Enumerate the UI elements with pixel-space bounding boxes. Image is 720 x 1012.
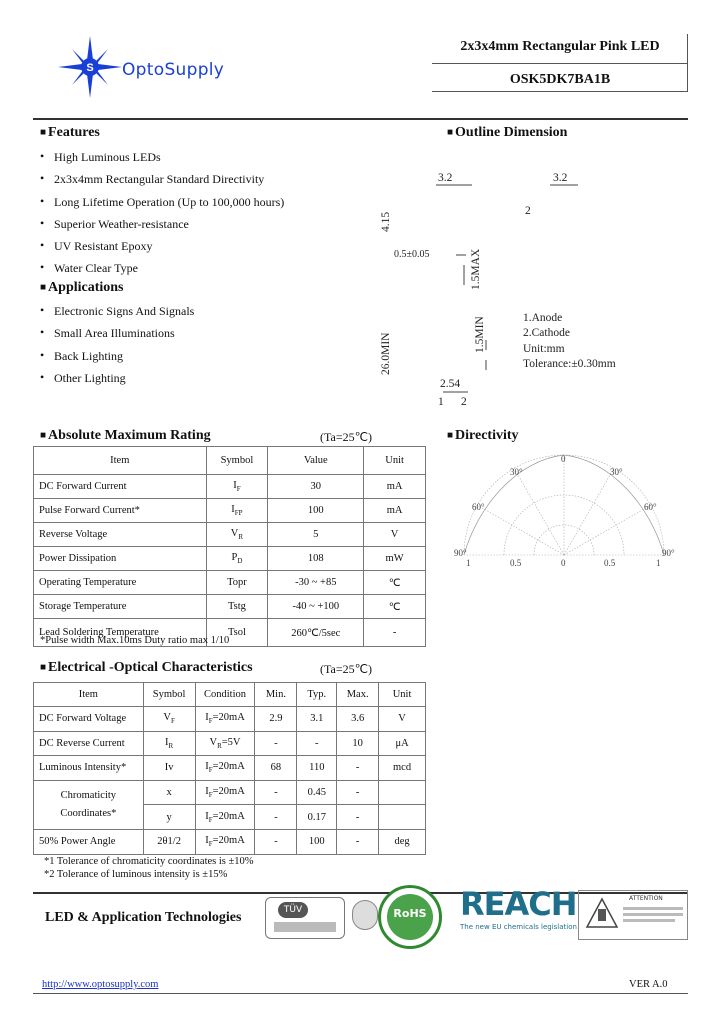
dim-lead-thickness: 0.5±0.05 bbox=[394, 249, 430, 260]
col-header: Condition bbox=[195, 683, 255, 707]
cell-unit: mA bbox=[364, 475, 426, 499]
cell-item: Luminous Intensity* bbox=[34, 756, 144, 781]
cell-unit: V bbox=[379, 707, 426, 732]
cell-typ: 100 bbox=[297, 829, 337, 854]
header-divider bbox=[33, 118, 688, 120]
list-item: • 2x3x4mm Rectangular Standard Directivity bbox=[40, 172, 284, 194]
angle-label: 0 bbox=[561, 454, 566, 464]
col-header: Item bbox=[34, 683, 144, 707]
list-item: • Superior Weather-resistance bbox=[40, 217, 284, 239]
col-header: Symbol bbox=[206, 447, 268, 475]
cell-unit: ℃ bbox=[364, 571, 426, 595]
table-row bbox=[34, 707, 426, 732]
list-item: • Back Lighting bbox=[40, 349, 194, 371]
cell-condition: $I_F=20mA$ bbox=[195, 780, 255, 805]
cell-item: Storage Temperature bbox=[34, 595, 207, 619]
amr-footnote: *Pulse width Max.10ms Duty ratio max 1/10 bbox=[40, 635, 230, 646]
angle-label: 30° bbox=[610, 467, 623, 477]
table-row bbox=[34, 571, 426, 595]
cell-max: 3.6 bbox=[337, 707, 379, 732]
angle-label: 90° bbox=[454, 548, 467, 558]
tuv-certification-icon: TÜV bbox=[265, 897, 345, 939]
cell-min: 2.9 bbox=[255, 707, 297, 732]
cell-min: - bbox=[255, 829, 297, 854]
cell-symbol: x bbox=[143, 780, 195, 805]
cell-unit: - bbox=[364, 619, 426, 647]
list-item: • High Luminous LEDs bbox=[40, 150, 284, 172]
table-header-row bbox=[34, 447, 426, 475]
cell-item: Lead Soldering Temperature bbox=[34, 619, 207, 647]
version-label: VER A.0 bbox=[629, 979, 668, 990]
cell-typ: 110 bbox=[297, 756, 337, 781]
list-item: • UV Resistant Epoxy bbox=[40, 239, 284, 261]
cell-unit: V bbox=[364, 523, 426, 547]
legend-cathode: 2.Cathode bbox=[523, 327, 570, 339]
cell-unit: mW bbox=[364, 547, 426, 571]
footer-title: LED & Application Technologies bbox=[45, 910, 242, 925]
cell-value: 108 bbox=[268, 547, 364, 571]
table-row bbox=[34, 731, 426, 756]
scale-label: 0.5 bbox=[604, 558, 616, 568]
cell-item: Pulse Forward Current* bbox=[34, 499, 207, 523]
table-row bbox=[34, 829, 426, 854]
cell-item: DC Reverse Current bbox=[34, 731, 144, 756]
list-item: • Small Area Illuminations bbox=[40, 326, 194, 348]
col-header: Typ. bbox=[297, 683, 337, 707]
angle-label: 60° bbox=[644, 502, 657, 512]
applications-heading: ■ Applications bbox=[40, 280, 124, 296]
eoc-table bbox=[33, 682, 426, 855]
cell-max: 10 bbox=[337, 731, 379, 756]
table-row bbox=[34, 499, 426, 523]
cell-unit bbox=[379, 780, 426, 805]
cell-unit: deg bbox=[379, 829, 426, 854]
pin-2-label: 2 bbox=[461, 396, 467, 408]
cell-typ: 0.45 bbox=[297, 780, 337, 805]
col-header: Min. bbox=[255, 683, 297, 707]
cell-symbol: $V_F$ bbox=[143, 707, 195, 732]
cell-max: - bbox=[337, 756, 379, 781]
dim-lead-min: 1.5MIN bbox=[474, 316, 486, 353]
cell-item: Chromaticity Coordinates* bbox=[34, 780, 144, 829]
eoc-heading: ■ Electrical -Optical Characteristics bbox=[40, 660, 253, 676]
cell-symbol: Tstg bbox=[206, 595, 268, 619]
table-row bbox=[34, 523, 426, 547]
cell-item: Power Dissipation bbox=[34, 547, 207, 571]
cell-symbol: 2θ1/2 bbox=[143, 829, 195, 854]
cell-min: 68 bbox=[255, 756, 297, 781]
cell-item: Reverse Voltage bbox=[34, 523, 207, 547]
legend-unit: Unit:mm bbox=[523, 343, 565, 355]
dim-body-height: 4.15 bbox=[380, 211, 392, 232]
outline-lines-icon bbox=[378, 160, 688, 420]
table-row bbox=[34, 780, 426, 805]
cell-max: - bbox=[337, 829, 379, 854]
cell-symbol: Iv bbox=[143, 756, 195, 781]
directivity-heading: ■ Directivity bbox=[447, 428, 519, 444]
cell-item: DC Forward Current bbox=[34, 475, 207, 499]
cell-symbol: $I_F$ bbox=[206, 475, 268, 499]
cell-condition: $I_F=20mA$ bbox=[195, 829, 255, 854]
col-header: Unit bbox=[379, 683, 426, 707]
list-item: • Long Lifetime Operation (Up to 100,000 hours) bbox=[40, 195, 284, 217]
cell-symbol: $I_R$ bbox=[143, 731, 195, 756]
legend-tolerance: Tolerance:±0.30mm bbox=[523, 358, 616, 370]
cell-min: - bbox=[255, 780, 297, 805]
cell-symbol: Tsol bbox=[206, 619, 268, 647]
cell-value: 260℃/5sec bbox=[268, 619, 364, 647]
cell-max: - bbox=[337, 805, 379, 830]
brand-name: OptoSupply bbox=[122, 60, 225, 80]
angle-label: 90° bbox=[662, 548, 675, 558]
scale-label: 0.5 bbox=[510, 558, 522, 568]
cell-condition: $I_F=20mA$ bbox=[195, 707, 255, 732]
eoc-footnote-1: *1 Tolerance of chromaticity coordinates is ±10% bbox=[44, 856, 254, 867]
cell-typ: 3.1 bbox=[297, 707, 337, 732]
table-row bbox=[34, 756, 426, 781]
cell-symbol: $V_R$ bbox=[206, 523, 268, 547]
scale-label: 0 bbox=[561, 558, 566, 568]
dim-pitch: 2.54 bbox=[440, 378, 461, 390]
table-header-row bbox=[34, 683, 426, 707]
pin-1-label: 1 bbox=[438, 396, 444, 408]
eoc-footnote-2: *2 Tolerance of luminous intensity is ±15% bbox=[44, 869, 228, 880]
list-item: • Electronic Signs And Signals bbox=[40, 304, 194, 326]
angle-label: 30° bbox=[510, 467, 523, 477]
part-number: OSK5DK7BA1B bbox=[509, 72, 611, 87]
col-header: Symbol bbox=[143, 683, 195, 707]
cell-condition: $V_R=5V$ bbox=[195, 731, 255, 756]
dim-width-b: 3.2 bbox=[553, 172, 568, 184]
table-row bbox=[34, 595, 426, 619]
cell-value: -40 ~ +100 bbox=[268, 595, 364, 619]
features-heading: ■ Features bbox=[40, 125, 100, 141]
amr-heading: ■ Absolute Maximum Rating bbox=[40, 428, 211, 444]
website-link[interactable]: http://www.optosupply.com bbox=[42, 979, 159, 990]
dim-flange: 1.5MAX bbox=[470, 248, 482, 290]
table-row bbox=[34, 547, 426, 571]
col-header: Max. bbox=[337, 683, 379, 707]
cell-value: 100 bbox=[268, 499, 364, 523]
cell-item: DC Forward Voltage bbox=[34, 707, 144, 732]
cell-min: - bbox=[255, 805, 297, 830]
cell-unit: mA bbox=[364, 499, 426, 523]
features-list bbox=[40, 150, 284, 284]
amr-table bbox=[33, 446, 426, 647]
outline-heading: ■ Outline Dimension bbox=[447, 125, 567, 141]
cell-value: 30 bbox=[268, 475, 364, 499]
eoc-condition: (Ta=25℃) bbox=[320, 662, 373, 676]
medal-badge-icon bbox=[352, 900, 378, 930]
col-header: Item bbox=[34, 447, 207, 475]
cell-unit: μA bbox=[379, 731, 426, 756]
cell-condition: $I_F=20mA$ bbox=[195, 805, 255, 830]
cell-unit bbox=[379, 805, 426, 830]
esd-attention-icon: ATTENTION bbox=[578, 890, 688, 940]
scale-label: 1 bbox=[656, 558, 661, 568]
title-box-divider bbox=[432, 63, 688, 64]
cell-unit: mcd bbox=[379, 756, 426, 781]
cell-symbol: Topr bbox=[206, 571, 268, 595]
applications-list bbox=[40, 304, 194, 393]
col-header: Unit bbox=[364, 447, 426, 475]
cell-item: Operating Temperature bbox=[34, 571, 207, 595]
dim-lead-length: 26.0MIN bbox=[380, 332, 392, 375]
dim-depth: 2 bbox=[525, 205, 531, 217]
col-header: Value bbox=[268, 447, 364, 475]
cell-symbol: $P_D$ bbox=[206, 547, 268, 571]
svg-text:S: S bbox=[86, 62, 94, 74]
cell-max: - bbox=[337, 780, 379, 805]
cell-value: -30 ~ +85 bbox=[268, 571, 364, 595]
footer-bottom-divider bbox=[33, 993, 688, 994]
cell-min: - bbox=[255, 731, 297, 756]
scale-label: 1 bbox=[466, 558, 471, 568]
cell-item: 50% Power Angle bbox=[34, 829, 144, 854]
reach-logo-icon: REACH The new EU chemicals legislation bbox=[460, 885, 577, 931]
rohs-badge-icon: RoHS bbox=[378, 885, 442, 949]
cell-typ: - bbox=[297, 731, 337, 756]
dim-width-a: 3.2 bbox=[438, 172, 453, 184]
angle-label: 60° bbox=[472, 502, 485, 512]
directivity-polar-chart bbox=[450, 450, 680, 575]
esd-warning-icon bbox=[585, 897, 619, 929]
cell-symbol: $I_{FP}$ bbox=[206, 499, 268, 523]
table-row bbox=[34, 475, 426, 499]
cell-value: 5 bbox=[268, 523, 364, 547]
cell-unit: ℃ bbox=[364, 595, 426, 619]
legend-anode: 1.Anode bbox=[523, 312, 563, 324]
outline-drawing bbox=[378, 160, 688, 420]
list-item: • Other Lighting bbox=[40, 371, 194, 393]
amr-condition: (Ta=25℃) bbox=[320, 430, 373, 444]
cell-symbol: y bbox=[143, 805, 195, 830]
cell-typ: 0.17 bbox=[297, 805, 337, 830]
cell-condition: $I_F=20mA$ bbox=[195, 756, 255, 781]
list-item: • Water Clear Type bbox=[40, 261, 284, 283]
document-title: 2x3x4mm Rectangular Pink LED bbox=[460, 39, 660, 54]
